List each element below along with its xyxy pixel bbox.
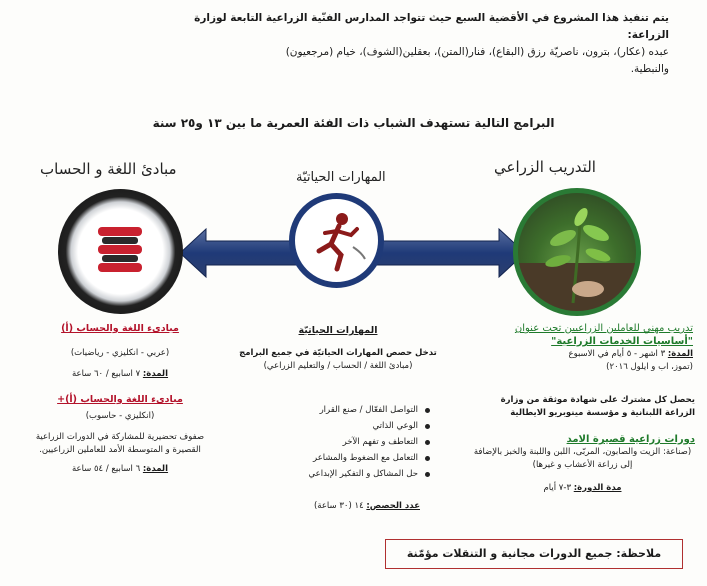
sessions-count [270, 500, 420, 513]
intro-line-4: والنبطية. [630, 63, 669, 75]
lang-duration-a-label: المدة: [142, 369, 169, 379]
note-box [385, 539, 683, 569]
agri-image [513, 188, 641, 316]
agri-duration [470, 348, 693, 361]
lang-title-b: مبادىء اللغة والحساب (أ)+ [57, 394, 183, 405]
agri-section [470, 322, 693, 374]
lang-duration-a-value: ٧ اسابيع / ٦٠ ساعة [71, 369, 141, 379]
books-image [58, 189, 183, 314]
life-skills-title: المهارات الحياتيّة [298, 325, 378, 336]
sessions-count-label: عدد الحصص: [366, 501, 420, 511]
intro-line-2: الزراعة: [627, 29, 669, 41]
category-agri-title: التدريب الزراعي [494, 158, 596, 176]
short-courses-section [470, 433, 695, 495]
lang-desc-b: صفوف تحضيرية للمشاركة في الدورات الزراعية القصيرة و المتوسطة الأمد للعاملين الزراعيين. [35, 432, 205, 455]
short-courses-duration-value: ٣-٧ أيام [543, 483, 572, 493]
life-skills-subtitle-2: (مبادئ اللغة / الحساب / والتعليم الزراعي) [263, 361, 413, 371]
programs-line: البرامج التالية تستهدف الشباب ذات الفئة العمرية ما بين ١٣ و٢٥ سنة [152, 116, 555, 130]
agri-certificate: يحصل كل مشترك على شهادة موثقة من وزارة الزراعة اللبنانية و مؤسسة مينوبريو الايطالية [500, 395, 695, 418]
category-lang-title: مبادئ اللغة و الحساب [40, 160, 177, 178]
lang-section [30, 322, 210, 476]
intro-line-1: يتم تنفيذ هذا المشروع في الأقضية السبع حيث تتواجد المدارس الفنّية الزراعية التابعة لوزارة [194, 12, 669, 24]
lang-duration-b [30, 463, 210, 476]
running-figure-icon [295, 199, 378, 282]
plant-icon [518, 193, 636, 311]
list-item: حل المشاكل و التفكير الإبداعي [280, 468, 430, 481]
list-item: التعامل مع الضغوط والمشاعر [280, 452, 430, 465]
agri-duration-label: المدة: [667, 349, 693, 359]
list-item: التعاطف و تفهم الآخر [280, 436, 430, 449]
category-life-title: المهارات الحياتيّة [296, 170, 386, 185]
agri-dates: (تموز، اب و ايلول ٢٠١٦) [606, 362, 693, 372]
lang-subjects-a: (عربي - انكليزي - رياضيات) [70, 348, 170, 358]
short-courses-desc: (صناعة: الزيت والصابون، المربّى، اللبن واللبنة والخبز بالإضافة إلى زراعة الأعشاب و غيرها) [473, 447, 692, 470]
sessions-count-value: ١٤ (٣٠ ساعة) [313, 501, 364, 511]
skills-list [280, 404, 430, 484]
list-item: الوعي الذاتي [280, 420, 430, 433]
lang-duration-a [30, 368, 210, 381]
list-item: التواصل الفعّال / صنع القرار [280, 404, 430, 417]
agri-duration-value: ٣ اشهر - ٥ أيام في الاسبوع [568, 349, 666, 359]
intro-line-3: عبده (عكار)، بترون، ناصريّة رزق (البقاع)، فنار(المتن)، بعقلين(الشوف)، خيام (مرجعيون) [285, 46, 669, 58]
intro-paragraph [29, 10, 669, 78]
books-icon [58, 189, 183, 314]
short-courses-duration-label: مدة الدورة: [573, 483, 622, 493]
lang-duration-b-label: المدة: [142, 464, 169, 474]
note-text: ملاحظة: جميع الدورات مجانية و التنقلات مؤمّنة [406, 547, 662, 560]
agri-title-2: "أساسيات الخدمات الزراعية" [551, 336, 693, 347]
life-skills-image [289, 193, 384, 288]
life-skills-section [238, 324, 438, 373]
agri-title-1: تدريب مهني للعاملين الزراعيين تحت عنوان [514, 323, 693, 334]
lang-subjects-b: (انكليزي - حاسوب) [85, 411, 155, 421]
short-courses-duration [470, 482, 695, 495]
life-skills-subtitle: تدخل حصص المهارات الحياتيّة في جميع البرامج [239, 348, 437, 358]
lang-title-a: مبادىء اللغة والحساب (أ) [61, 323, 179, 334]
lang-duration-b-value: ٦ اسابيع / ٥٤ ساعة [71, 464, 141, 474]
short-courses-title: دورات زراعية قصيرة الامد [566, 434, 695, 445]
